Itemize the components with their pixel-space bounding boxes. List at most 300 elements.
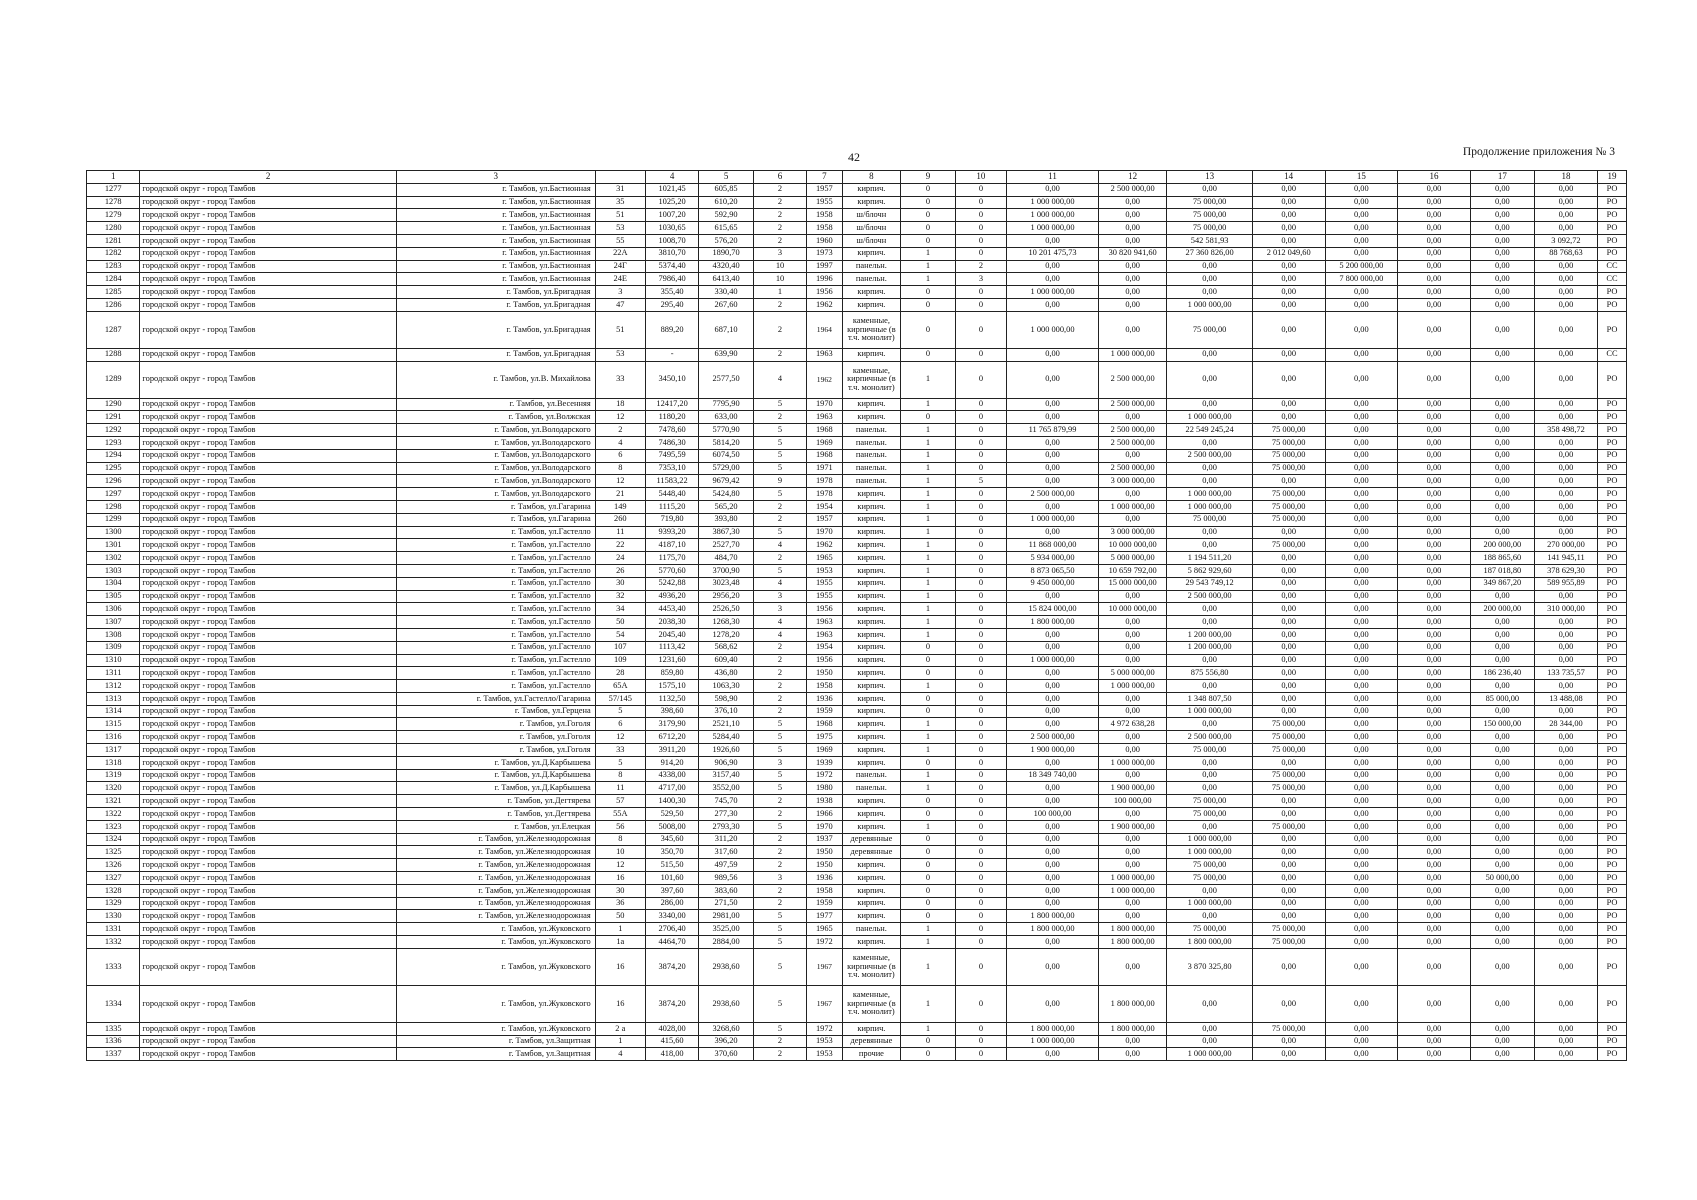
table-cell: 0,00 [1167, 985, 1252, 1022]
table-cell: 3 [753, 603, 806, 616]
table-cell: 1 000 000,00 [1007, 286, 1099, 299]
table-cell: 0,00 [1007, 398, 1099, 411]
table-cell: 1319 [87, 769, 140, 782]
table-cell: 0,00 [1470, 513, 1534, 526]
table-cell: 0,00 [1470, 985, 1534, 1022]
table-cell: 0,00 [1398, 1048, 1471, 1061]
table-cell: 0,00 [1098, 411, 1166, 424]
table-cell: 0,00 [1534, 1035, 1597, 1048]
table-cell: 1 000 000,00 [1167, 298, 1252, 311]
table-cell: 0,00 [1398, 552, 1471, 565]
table-cell: 1330 [87, 910, 140, 923]
table-cell: г. Тамбов, ул.Жуковского [396, 985, 595, 1022]
table-cell: 0,00 [1252, 234, 1325, 247]
table-row [87, 436, 1627, 449]
table-cell: г. Тамбов, ул.Защитная [396, 1048, 595, 1061]
table-cell: РО [1597, 616, 1626, 629]
table-cell: 0,00 [1470, 859, 1534, 872]
table-cell: 1938 [807, 795, 842, 808]
table-cell: 1977 [807, 910, 842, 923]
table-cell: городской округ - город Тамбов [140, 680, 396, 693]
table-cell: 0,00 [1007, 756, 1099, 769]
column-header: 2 [140, 171, 396, 184]
table-cell: 0,00 [1007, 641, 1099, 654]
table-cell: 1937 [807, 833, 842, 846]
table-cell: 3552,00 [699, 782, 754, 795]
table-cell: 1180,20 [645, 411, 698, 424]
column-header: 17 [1470, 171, 1534, 184]
table-row [87, 564, 1627, 577]
table-cell: 1963 [807, 628, 842, 641]
table-cell: 484,70 [699, 552, 754, 565]
table-cell: 1 [901, 744, 956, 757]
table-cell: 75 000,00 [1167, 859, 1252, 872]
table-cell: 0,00 [1098, 910, 1166, 923]
table-cell: 0,00 [1007, 705, 1099, 718]
table-cell: 5 [753, 782, 806, 795]
table-cell: 0 [901, 641, 956, 654]
table-cell: 2 500 000,00 [1098, 436, 1166, 449]
table-cell: 0,00 [1534, 361, 1597, 398]
table-cell: 1 200 000,00 [1167, 641, 1252, 654]
table-cell: 5729,00 [699, 462, 754, 475]
table-cell: 3 [753, 872, 806, 885]
table-cell: 65А [595, 680, 645, 693]
table-cell: 0 [955, 222, 1006, 235]
table-cell: 0,00 [1470, 628, 1534, 641]
table-cell: 5 862 929,60 [1167, 564, 1252, 577]
table-cell: кирпич. [842, 718, 901, 731]
column-header: 11 [1007, 171, 1099, 184]
table-cell: 0,00 [1398, 1035, 1471, 1048]
table-cell: 0 [901, 808, 956, 821]
table-cell: 568,62 [699, 641, 754, 654]
table-cell: 55А [595, 808, 645, 821]
table-cell: РО [1597, 680, 1626, 693]
table-cell: РО [1597, 872, 1626, 885]
table-cell: 0,00 [1470, 411, 1534, 424]
table-cell: 0,00 [1167, 820, 1252, 833]
table-cell: 0 [901, 222, 956, 235]
table-cell: 0,00 [1098, 654, 1166, 667]
table-cell: 1 800 000,00 [1098, 923, 1166, 936]
table-cell: 0,00 [1252, 705, 1325, 718]
table-cell: 1968 [807, 718, 842, 731]
table-cell: 1953 [807, 564, 842, 577]
table-cell: 639,90 [699, 348, 754, 361]
table-cell: 75 000,00 [1252, 718, 1325, 731]
table-cell: 1965 [807, 552, 842, 565]
table-cell: городской округ - город Тамбов [140, 872, 396, 885]
table-cell: РО [1597, 948, 1626, 985]
table-row [87, 731, 1627, 744]
table-cell: 1968 [807, 449, 842, 462]
table-cell: 1 000 000,00 [1167, 846, 1252, 859]
table-cell: г. Тамбов, ул.Железнодорожная [396, 897, 595, 910]
table-cell: 1008,70 [645, 234, 698, 247]
table-cell: 0,00 [1534, 449, 1597, 462]
table-cell: 1297 [87, 488, 140, 501]
table-cell: 0 [955, 462, 1006, 475]
table-cell: 0,00 [1325, 539, 1398, 552]
table-row [87, 590, 1627, 603]
table-cell: 605,85 [699, 183, 754, 196]
table-cell: 3157,40 [699, 769, 754, 782]
table-cell: 0,00 [1534, 936, 1597, 949]
table-cell: 0,00 [1098, 731, 1166, 744]
table-cell: 1 200 000,00 [1167, 628, 1252, 641]
table-cell: кирпич. [842, 539, 901, 552]
table-cell: городской округ - город Тамбов [140, 564, 396, 577]
table-cell: 27 360 826,00 [1167, 247, 1252, 260]
table-cell: 10 [753, 273, 806, 286]
table-cell: 0 [955, 298, 1006, 311]
table-cell: 0,00 [1098, 260, 1166, 273]
table-cell: 75 000,00 [1252, 462, 1325, 475]
table-cell: 1 [901, 361, 956, 398]
table-cell: 1973 [807, 247, 842, 260]
table-cell: 5 [753, 424, 806, 437]
table-cell: 914,20 [645, 756, 698, 769]
table-cell: 0,00 [1534, 260, 1597, 273]
table-cell: 75 000,00 [1167, 795, 1252, 808]
table-cell: 5 [753, 526, 806, 539]
table-cell: городской округ - город Тамбов [140, 718, 396, 731]
table-cell: 0,00 [1534, 1048, 1597, 1061]
table-cell: 0 [955, 539, 1006, 552]
table-cell: 0,00 [1470, 808, 1534, 821]
table-cell: 0,00 [1398, 923, 1471, 936]
table-cell: 0,00 [1252, 667, 1325, 680]
table-cell: 719,80 [645, 513, 698, 526]
table-cell: 0,00 [1325, 846, 1398, 859]
table-cell: 270 000,00 [1534, 539, 1597, 552]
table-cell: 9679,42 [699, 475, 754, 488]
table-cell: 3700,90 [699, 564, 754, 577]
page-number: 42 [848, 150, 860, 164]
table-cell: 11 [595, 526, 645, 539]
table-cell: 0,00 [1398, 449, 1471, 462]
table-cell: 1331 [87, 923, 140, 936]
table-cell: 50 [595, 616, 645, 629]
table-cell: 0 [955, 286, 1006, 299]
table-cell: г. Тамбов, ул.Дегтярева [396, 808, 595, 821]
table-cell: г. Тамбов, ул.Гастелло [396, 641, 595, 654]
table-cell: 2 а [595, 1022, 645, 1035]
table-cell: 1316 [87, 731, 140, 744]
table-cell: 0,00 [1325, 795, 1398, 808]
table-cell: г. Тамбов, ул.Бастионная [396, 222, 595, 235]
table-cell: РО [1597, 209, 1626, 222]
table-cell: 609,40 [699, 654, 754, 667]
table-cell: 51 [595, 311, 645, 348]
table-cell: 1 [901, 436, 956, 449]
table-cell: г. Тамбов, ул.Володарского [396, 449, 595, 462]
table-cell: 0,00 [1325, 884, 1398, 897]
table-cell: РО [1597, 475, 1626, 488]
table-cell: 7478,60 [645, 424, 698, 437]
table-cell: городской округ - город Тамбов [140, 234, 396, 247]
column-header [595, 171, 645, 184]
table-cell: 3874,20 [645, 985, 698, 1022]
table-cell: 0,00 [1398, 539, 1471, 552]
table-cell: 5 [753, 488, 806, 501]
table-cell: 0,00 [1325, 247, 1398, 260]
table-cell: 75 000,00 [1252, 936, 1325, 949]
table-cell: 0,00 [1252, 756, 1325, 769]
table-cell: 2045,40 [645, 628, 698, 641]
table-cell: 0 [955, 795, 1006, 808]
table-cell: 1 [901, 718, 956, 731]
table-cell: 29 543 749,12 [1167, 577, 1252, 590]
table-row [87, 526, 1627, 539]
table-cell: 200 000,00 [1470, 539, 1534, 552]
table-cell: 0,00 [1534, 526, 1597, 539]
table-cell: кирпич. [842, 411, 901, 424]
table-cell: 0 [955, 1022, 1006, 1035]
table-cell: 0 [901, 1048, 956, 1061]
column-header: 14 [1252, 171, 1325, 184]
table-cell: 0,00 [1470, 923, 1534, 936]
table-cell: 1 [901, 398, 956, 411]
table-cell: 0,00 [1398, 1022, 1471, 1035]
table-cell: г. Тамбов, ул.Гастелло [396, 577, 595, 590]
table-cell: 0 [901, 859, 956, 872]
table-cell: 0 [955, 616, 1006, 629]
table-cell: 5 [753, 936, 806, 949]
table-cell: 0,00 [1252, 846, 1325, 859]
table-cell: 3023,48 [699, 577, 754, 590]
table-cell: 2527,70 [699, 539, 754, 552]
table-cell: 75 000,00 [1252, 731, 1325, 744]
table-cell: СС [1597, 260, 1626, 273]
table-cell: 0,00 [1534, 475, 1597, 488]
table-cell: 0,00 [1167, 769, 1252, 782]
table-cell: 1298 [87, 500, 140, 513]
table-cell: 0,00 [1252, 616, 1325, 629]
table-cell: кирпич. [842, 744, 901, 757]
table-cell: 4 [753, 361, 806, 398]
table-cell: 277,30 [699, 808, 754, 821]
table-cell: городской округ - город Тамбов [140, 475, 396, 488]
table-cell: СС [1597, 348, 1626, 361]
table-cell: 75 000,00 [1167, 209, 1252, 222]
table-cell: ш/блочн [842, 209, 901, 222]
table-cell: 4 [753, 539, 806, 552]
table-cell: 0,00 [1534, 769, 1597, 782]
table-row [87, 833, 1627, 846]
table-cell: 12 [595, 731, 645, 744]
table-row [87, 311, 1627, 348]
table-cell: 7486,30 [645, 436, 698, 449]
table-cell: 0,00 [1534, 820, 1597, 833]
table-cell: 0,00 [1325, 833, 1398, 846]
table-cell: 0,00 [1470, 298, 1534, 311]
table-cell: 0,00 [1167, 782, 1252, 795]
table-cell: 1 [901, 769, 956, 782]
table-cell: 2 [753, 411, 806, 424]
table-cell: г. Тамбов, ул.Бастионная [396, 234, 595, 247]
table-cell: 1312 [87, 680, 140, 693]
table-cell: РО [1597, 923, 1626, 936]
table-cell: 0 [955, 654, 1006, 667]
table-cell: 0,00 [1470, 311, 1534, 348]
table-cell: 1972 [807, 769, 842, 782]
table-cell: 1281 [87, 234, 140, 247]
table-cell: 859,80 [645, 667, 698, 680]
table-cell: 2 [753, 692, 806, 705]
table-cell: городской округ - город Тамбов [140, 398, 396, 411]
table-cell: 1 [901, 488, 956, 501]
table-cell: 0 [901, 654, 956, 667]
table-cell: 0,00 [1252, 692, 1325, 705]
table-cell: 1953 [807, 1035, 842, 1048]
table-cell: 2 500 000,00 [1167, 449, 1252, 462]
table-cell: 188 865,60 [1470, 552, 1534, 565]
table-row [87, 692, 1627, 705]
table-cell: 1 [901, 273, 956, 286]
table-cell: 633,00 [699, 411, 754, 424]
table-cell: кирпич. [842, 590, 901, 603]
table-cell: 0,00 [1167, 475, 1252, 488]
column-header: 4 [645, 171, 698, 184]
table-cell: г. Тамбов, ул.Защитная [396, 1035, 595, 1048]
table-cell: 1978 [807, 475, 842, 488]
table-row [87, 286, 1627, 299]
table-cell: 1115,20 [645, 500, 698, 513]
table-cell: городской округ - город Тамбов [140, 1035, 396, 1048]
table-cell: 0,00 [1167, 273, 1252, 286]
table-cell: 1 900 000,00 [1007, 744, 1099, 757]
table-cell: 5242,88 [645, 577, 698, 590]
table-cell: 0,00 [1534, 923, 1597, 936]
table-cell: 1939 [807, 756, 842, 769]
table-cell: 0,00 [1470, 948, 1534, 985]
table-cell: 0,00 [1098, 1035, 1166, 1048]
table-cell: 0,00 [1325, 298, 1398, 311]
table-cell: 0 [955, 564, 1006, 577]
table-cell: городской округ - город Тамбов [140, 500, 396, 513]
table-cell: РО [1597, 936, 1626, 949]
table-cell: 0,00 [1167, 616, 1252, 629]
table-cell: РО [1597, 769, 1626, 782]
table-cell: городской округ - город Тамбов [140, 552, 396, 565]
table-cell: 1287 [87, 311, 140, 348]
table-cell: 1328 [87, 884, 140, 897]
table-cell: 0,00 [1398, 260, 1471, 273]
table-cell: 2884,00 [699, 936, 754, 949]
table-cell: 0,00 [1470, 782, 1534, 795]
table-cell: 0 [955, 500, 1006, 513]
table-cell: панельн. [842, 260, 901, 273]
table-cell: РО [1597, 222, 1626, 235]
table-cell: 75 000,00 [1167, 513, 1252, 526]
table-cell: 0,00 [1534, 462, 1597, 475]
table-cell: 0,00 [1325, 590, 1398, 603]
table-cell: РО [1597, 744, 1626, 757]
table-row [87, 298, 1627, 311]
table-cell: 1963 [807, 616, 842, 629]
table-cell: 0,00 [1398, 897, 1471, 910]
table-cell: 0,00 [1007, 936, 1099, 949]
table-cell: 4338,00 [645, 769, 698, 782]
table-cell: 1 [595, 923, 645, 936]
table-cell: РО [1597, 705, 1626, 718]
table-cell: 2 [753, 705, 806, 718]
table-cell: РО [1597, 449, 1626, 462]
table-row [87, 820, 1627, 833]
table-cell: РО [1597, 1035, 1626, 1048]
table-cell: 75 000,00 [1252, 769, 1325, 782]
table-cell: 75 000,00 [1252, 513, 1325, 526]
table-cell: РО [1597, 756, 1626, 769]
table-cell: 0,00 [1325, 449, 1398, 462]
table-cell: 3 [955, 273, 1006, 286]
table-cell: 0,00 [1007, 985, 1099, 1022]
table-row [87, 641, 1627, 654]
table-cell: 0 [955, 718, 1006, 731]
table-cell: 1 800 000,00 [1098, 936, 1166, 949]
table-cell: 1 [901, 985, 956, 1022]
table-cell: г. Тамбов, ул.Елецкая [396, 820, 595, 833]
table-cell: г. Тамбов, ул.Гастелло [396, 590, 595, 603]
table-cell: 1 348 807,50 [1167, 692, 1252, 705]
table-cell: 50 000,00 [1470, 872, 1534, 885]
table-cell: 3340,00 [645, 910, 698, 923]
table-cell: 1958 [807, 884, 842, 897]
table-cell: 2 [753, 1035, 806, 1048]
table-cell: 0,00 [1534, 298, 1597, 311]
table-cell: 4320,40 [699, 260, 754, 273]
table-cell: панельн. [842, 462, 901, 475]
table-cell: 0,00 [1007, 183, 1099, 196]
table-cell: 0 [901, 1035, 956, 1048]
table-cell: 11 [595, 782, 645, 795]
table-cell: 1955 [807, 590, 842, 603]
table-cell: 0,00 [1007, 833, 1099, 846]
table-cell: 36 [595, 897, 645, 910]
table-cell: городской округ - город Тамбов [140, 641, 396, 654]
table-cell: 0 [955, 756, 1006, 769]
table-cell: г. Тамбов, ул.Бригадная [396, 348, 595, 361]
table-cell: 0,00 [1098, 705, 1166, 718]
table-cell: 0,00 [1098, 692, 1166, 705]
table-cell: 0,00 [1325, 462, 1398, 475]
table-cell: 1958 [807, 680, 842, 693]
table-cell: 1967 [807, 985, 842, 1022]
table-row [87, 462, 1627, 475]
table-cell: РО [1597, 846, 1626, 859]
table-cell: 0,00 [1398, 782, 1471, 795]
table-cell: 5374,40 [645, 260, 698, 273]
table-cell: 576,20 [699, 234, 754, 247]
table-cell: 1030,65 [645, 222, 698, 235]
table-cell: РО [1597, 795, 1626, 808]
table-cell: 133 735,57 [1534, 667, 1597, 680]
table-cell: 2 500 000,00 [1167, 731, 1252, 744]
table-cell: 0,00 [1470, 436, 1534, 449]
table-row [87, 628, 1627, 641]
table-cell: 6 [595, 449, 645, 462]
table-cell: 0 [955, 552, 1006, 565]
table-cell: 0,00 [1325, 361, 1398, 398]
table-cell: РО [1597, 985, 1626, 1022]
table-cell: 0,00 [1534, 884, 1597, 897]
table-cell: кирпич. [842, 513, 901, 526]
table-cell: городской округ - город Тамбов [140, 769, 396, 782]
table-cell: 0 [955, 680, 1006, 693]
table-cell: 3 092,72 [1534, 234, 1597, 247]
